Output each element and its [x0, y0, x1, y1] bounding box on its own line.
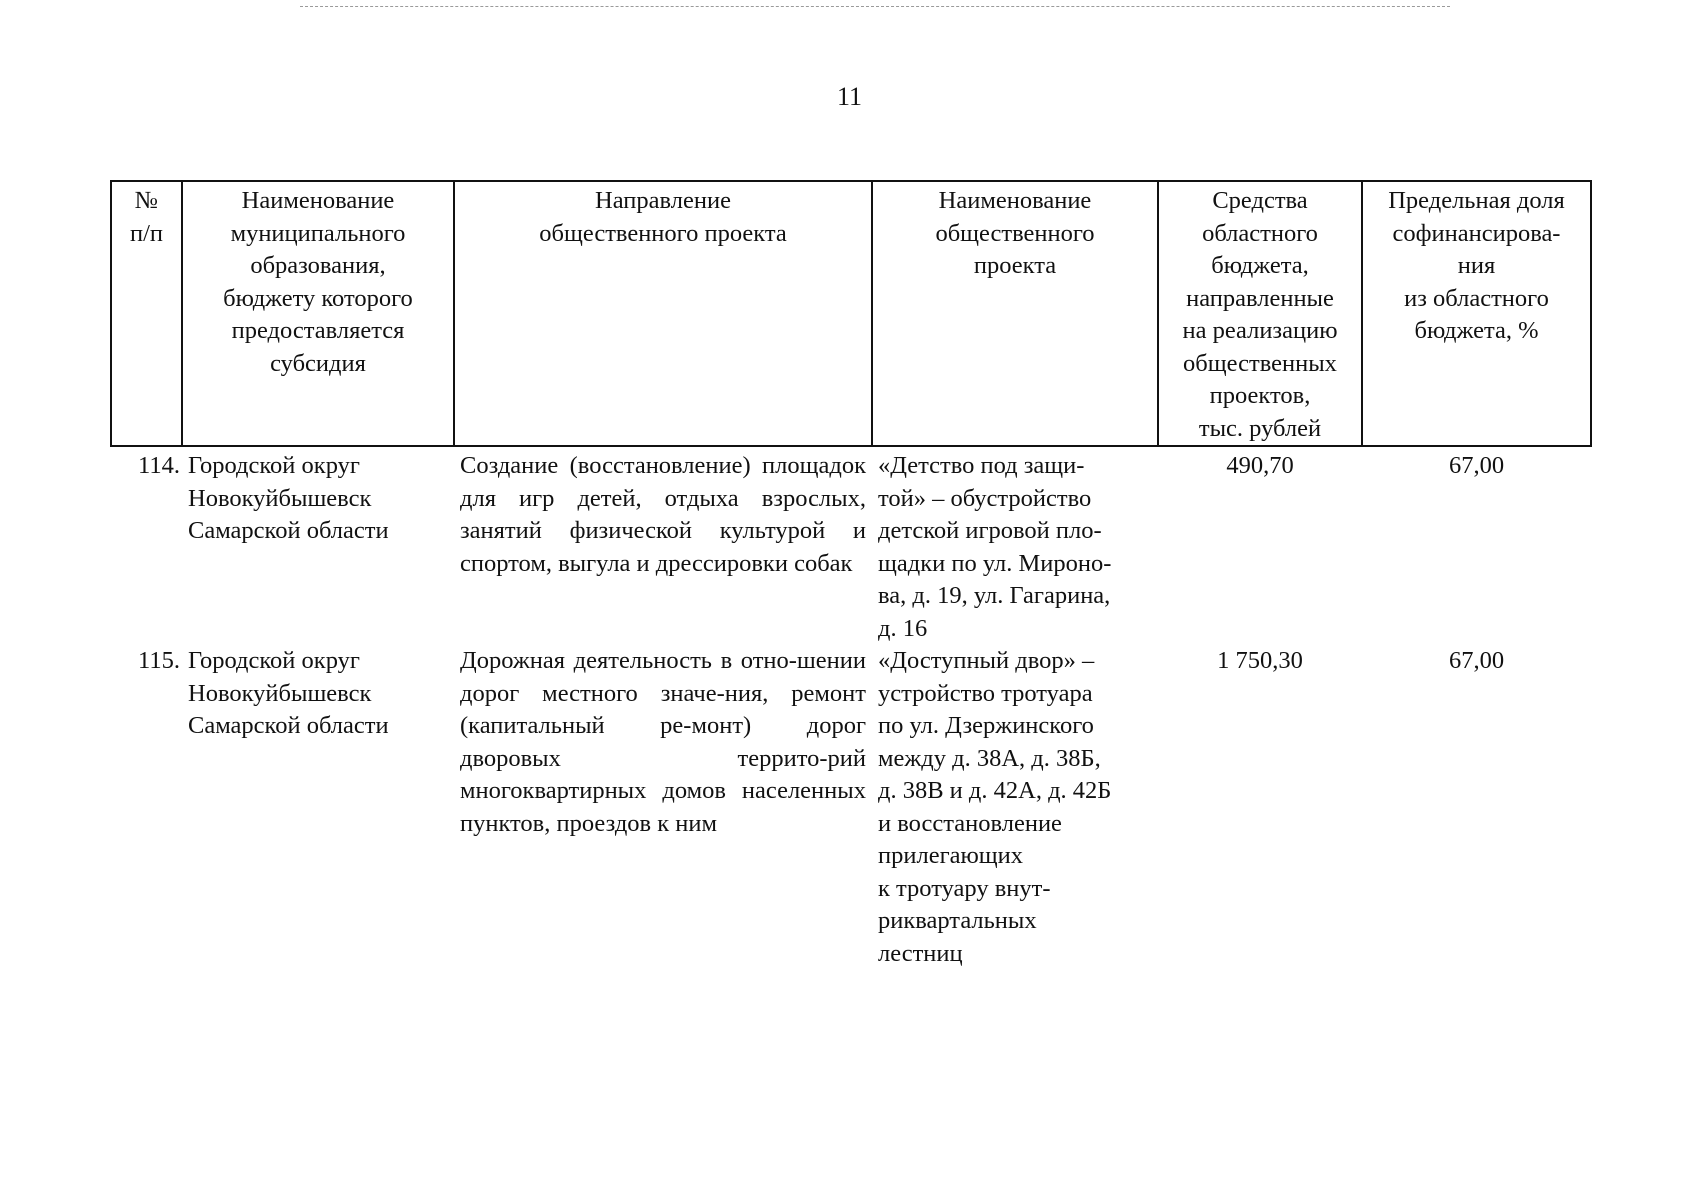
subsidy-table: [110, 180, 1592, 970]
header-row: [111, 181, 1591, 446]
row-number: 115.: [138, 647, 180, 674]
table-header: [111, 181, 1591, 446]
scan-edge-line: [300, 6, 1450, 7]
row-project: «Детство под защи- той» – обустройство детской игровой пло- щадки по ул. Мироно- ва, д. 19, ул. Гагарина, д. 16: [878, 452, 1112, 642]
row-funds: 490,70: [1226, 452, 1294, 479]
row-share: 67,00: [1448, 647, 1505, 674]
row-municipality: Городской округ Новокуйбышевск Самарской области: [188, 647, 389, 739]
row-direction: Создание (восстановление) площадок для игр детей, отдыха взрослых, занятий физической культурой и спортом, выгула и дрессировки собак: [460, 452, 866, 577]
page-number: 11: [836, 82, 863, 111]
table-row: [111, 446, 1591, 645]
table-row: [111, 645, 1591, 970]
header-direction: Направление общественного проекта: [454, 181, 872, 446]
row-project: «Доступный двор» – устройство тротуара по ул. Дзержинского между д. 38А, д. 38Б, д. 38В и д. 42А, д. 42Б и восстановление прилегающих к тротуару внут- риквартальных лестниц: [878, 647, 1112, 967]
table-body: [111, 446, 1591, 970]
header-funds: Средства областного бюджета, направленные на реализацию общественных проектов, тыс. рублей: [1158, 181, 1362, 446]
header-share: Предельная доля софинансирова- ния из областного бюджета, %: [1362, 181, 1591, 446]
row-share: 67,00: [1448, 452, 1505, 479]
header-project: Наименование общественного проекта: [872, 181, 1158, 446]
header-municipality: Наименование муниципального образования, бюджету которого предоставляется субсидия: [182, 181, 454, 446]
row-direction: Дорожная деятельность в отно-шении дорог местного значе-ния, ремонт (капитальный ре-монт) дорог дворовых террито-рий многоквартирных домов населенных пунктов, проездов к ним: [460, 647, 866, 837]
header-number: № п/п: [111, 181, 182, 446]
row-funds: 1 750,30: [1217, 647, 1303, 674]
row-municipality: Городской округ Новокуйбышевск Самарской области: [188, 452, 389, 544]
row-number: 114.: [138, 452, 180, 479]
